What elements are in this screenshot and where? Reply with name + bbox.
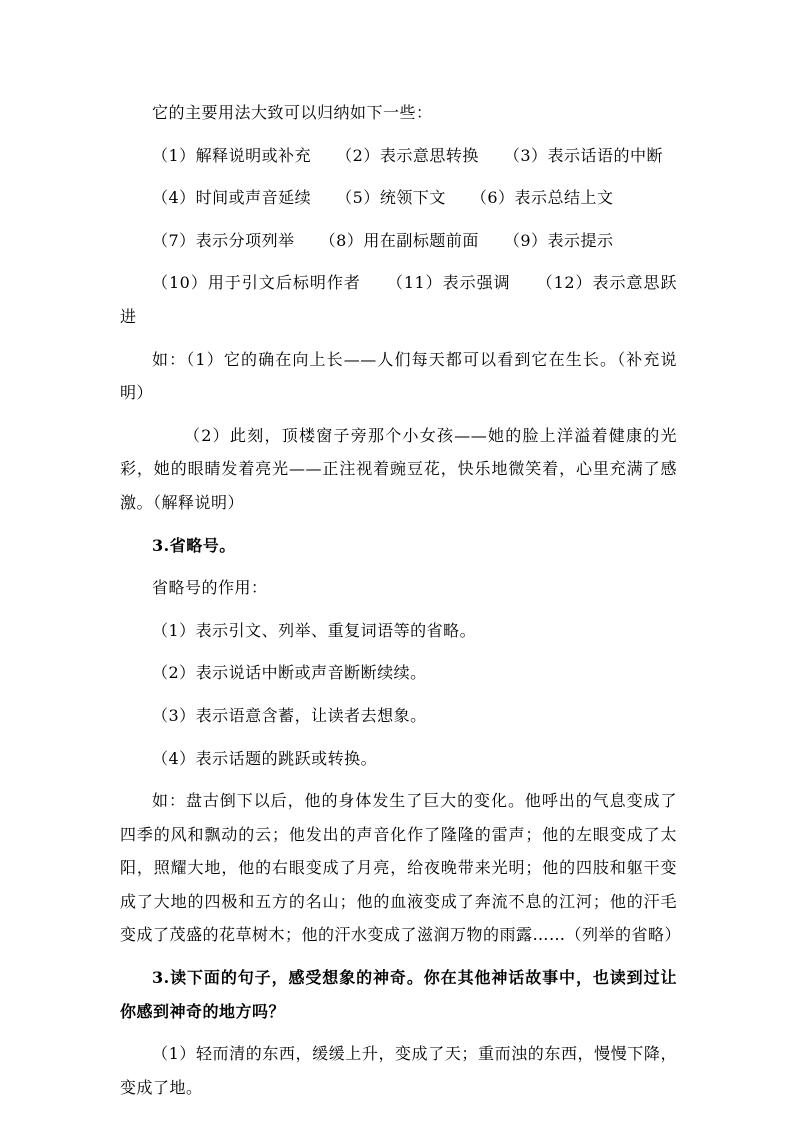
paragraph: （1）表示引文、列举、重复词语等的省略。 bbox=[152, 620, 477, 640]
paragraph: 3.省略号。 bbox=[152, 535, 236, 555]
paragraph: 它的主要用法大致可以归纳如下一些： bbox=[152, 103, 433, 122]
paragraph: 如：（1）它的确在向上长——人们每天都可以看到它在生长。（补充说明） bbox=[120, 349, 677, 403]
paragraph: （7）表示分项列举 （8）用在副标题前面 （9）表示提示 bbox=[152, 230, 614, 250]
paragraph: （1）轻而清的东西，缓缓上升，变成了天；重而浊的东西，慢慢下降，变成了地。 bbox=[120, 1044, 677, 1097]
paragraph: 省略号的作用： bbox=[152, 578, 268, 598]
paragraph: （1）解释说明或补充 （2）表示意思转换 （3）表示话语的中断 bbox=[152, 145, 664, 165]
paragraph: （2）此刻，顶楼窗子旁那个小女孩——她的脸上洋溢着健康的光彩，她的眼睛发着亮光——正注视着豌豆花，快乐地微笑着，心里充满了感激。（解释说明） bbox=[120, 425, 677, 512]
paragraph: 如：盘古倒下以后，他的身体发生了巨大的变化。他呼出的气息变成了四季的风和飘动的云；他发出的声音化作了隆隆的雷声；他的左眼变成了太阳，照耀大地，他的右眼变成了月亮，给夜晚带来光明；他的四肢和躯干变成了大地的四极和五方的名山；他的血液变成了奔流不息的江河；他的汗毛变成了茂盛的花草树木；他的汗水变成了滋润万物的雨露……（列举的省略） bbox=[120, 791, 682, 945]
document-body bbox=[120, 96, 682, 1104]
paragraph: （10）用于引文后标明作者 （11）表示强调 （12）表示意思跃进 bbox=[120, 273, 677, 326]
paragraph: 3.读下面的句子，感受想象的神奇。你在其他神话故事中，也读到过让你感到神奇的地方吗？ bbox=[120, 968, 677, 1021]
paragraph: （3）表示语意含蓄，让读者去想象。 bbox=[152, 705, 427, 725]
paragraph: （4）表示话题的跳跃或转换。 bbox=[152, 748, 378, 768]
paragraph: （2）表示说话中断或声音断断续续。 bbox=[152, 663, 427, 683]
paragraph: （4）时间或声音延续 （5）统领下文 （6）表示总结上文 bbox=[152, 188, 614, 208]
